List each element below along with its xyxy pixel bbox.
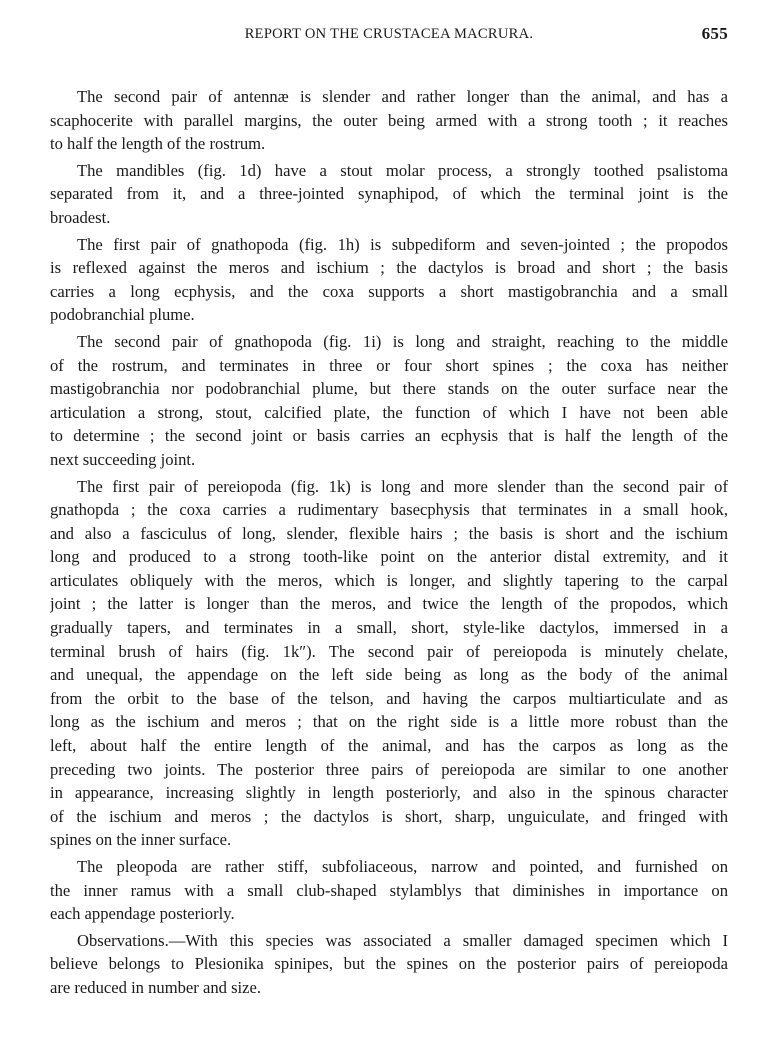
paragraph: [50, 85, 728, 156]
text-line: spines on the inner surface.: [50, 830, 232, 850]
text-line: believe belongs to Plesionika spinipes, but the spines on the posterior pairs of pereiopoda: [50, 954, 728, 974]
text-line: gnathopda ; the coxa carries a rudimentary basecphysis that terminates in a small hook,: [50, 500, 728, 520]
text-line: each appendage posteriorly.: [50, 904, 235, 924]
text-line: podobranchial plume.: [50, 305, 195, 325]
text-line: carries a long ecphysis, and the coxa supports a short mastigobranchia and a small: [50, 281, 728, 301]
text-line: mastigobranchia nor podobranchial plume, but there stands on the outer surface near the: [50, 379, 728, 399]
text-line: The pleopoda are rather stiff, subfoliaceous, narrow and pointed, and furnished on: [77, 857, 728, 876]
text-line: The second pair of gnathopoda (fig. 1i) is long and straight, reaching to the middle: [77, 331, 728, 351]
text-line: The second pair of antennæ is slender and rather longer than the animal, and has a: [77, 87, 728, 106]
paragraph: [50, 855, 728, 926]
page-number: 655: [701, 24, 728, 43]
text-line: from the orbit to the base of the telson, and having the carpos multiarticulate and as: [50, 688, 728, 708]
text-line: and unequal, the appendage on the left side being as long as the body of the animal: [50, 665, 728, 685]
paragraph: [50, 330, 728, 472]
text-line: to determine ; the second joint or basis carries an ecphysis that is half the length of the: [50, 426, 728, 446]
text-line: of the rostrum, and terminates in three or four short spines ; the coxa has neither: [50, 355, 728, 375]
text-line: articulates obliquely with the meros, which is longer, and slightly tapering to the carpal: [50, 570, 728, 590]
text-line: the inner ramus with a small club-shaped stylamblys that diminishes in importance on: [50, 880, 728, 900]
paragraph: [50, 233, 728, 327]
text-line: next succeeding joint.: [50, 449, 196, 469]
text-line: gradually tapers, and terminates in a small, short, style-like dactylos, immersed in a: [50, 618, 728, 638]
running-header: [50, 24, 728, 48]
text-line: in appearance, increasing slightly in length posteriorly, and also in the spinous character: [50, 783, 728, 803]
text-line: articulation a strong, stout, calcified plate, the function of which I have not been able: [50, 402, 728, 422]
text-line: left, about half the entire length of the animal, and has the carpos as long as the: [50, 736, 728, 756]
text-line: broadest.: [50, 207, 111, 227]
text-line: joint ; the latter is longer than the meros, and twice the length of the propodos, which: [50, 594, 728, 614]
paragraph: [50, 159, 728, 230]
paragraph: [50, 475, 728, 853]
body-text: [50, 85, 728, 1003]
text-line: The mandibles (fig. 1d) have a stout molar process, a strongly toothed psalistoma: [77, 160, 728, 180]
running-title: REPORT ON THE CRUSTACEA MACRURA.: [244, 26, 534, 42]
text-line: scaphocerite with parallel margins, the outer being armed with a strong tooth ; it reaches: [50, 110, 728, 130]
paragraph: [50, 929, 728, 1000]
text-line: terminal brush of hairs (fig. 1k″). The second pair of pereiopoda is minutely chelate,: [50, 641, 728, 661]
text-line: separated from it, and a three-jointed synaphipod, of which the terminal joint is the: [50, 184, 728, 204]
text-line: and also a fasciculus of long, slender, flexible hairs ; the basis is short and the ischium: [50, 523, 728, 543]
text-line: is reflexed against the meros and ischium ; the dactylos is broad and short ; the basis: [50, 258, 728, 278]
text-line: preceding two joints. The posterior three pairs of pereiopoda are similar to one another: [50, 759, 728, 779]
text-line: Observations.—With this species was associated a smaller damaged specimen which I: [77, 930, 728, 950]
text-line: to half the length of the rostrum.: [50, 134, 266, 154]
text-line: The first pair of gnathopoda (fig. 1h) is subpediform and seven-jointed ; the propodos: [77, 234, 728, 254]
text-line: of the ischium and meros ; the dactylos is short, sharp, unguiculate, and fringed with: [50, 806, 728, 826]
text-line: are reduced in number and size.: [50, 977, 262, 997]
text-line: long and produced to a strong tooth-like point on the anterior distal extremity, and it: [50, 547, 728, 567]
text-line: The first pair of pereiopoda (fig. 1k) is long and more slender than the second pair of: [77, 476, 728, 496]
text-line: long as the ischium and meros ; that on the right side is a little more robust than the: [50, 712, 728, 732]
